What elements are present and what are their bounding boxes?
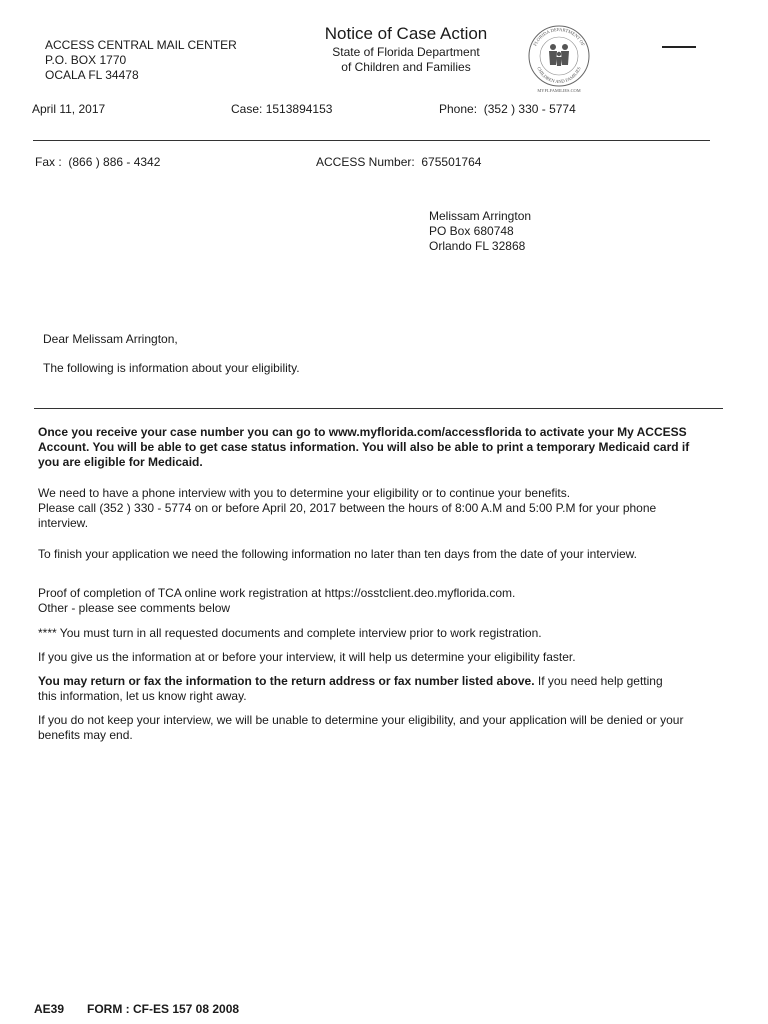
- return-rest-text: If you need help getting this information, let us know right away.: [38, 674, 663, 703]
- corner-mark: [662, 46, 696, 48]
- phone-number: (352 ) 330 - 5774: [483, 102, 576, 116]
- interview-line-1: We need to have a phone interview with you to determine your eligibility or to continue your benefits.: [38, 486, 571, 500]
- divider-top: [33, 140, 710, 141]
- access-number: 675501764: [421, 155, 482, 169]
- recipient-address-2: Orlando FL 32868: [429, 239, 526, 253]
- fax-field: [35, 155, 160, 169]
- recipient-address-1: PO Box 680748: [429, 224, 514, 238]
- page-title: Notice of Case Action: [324, 24, 488, 43]
- recipient-address: [429, 209, 531, 254]
- access-label: ACCESS Number:: [316, 155, 415, 169]
- footer-form: FORM : CF-ES 157 08 2008: [87, 1002, 240, 1016]
- intro-text: The following is information about your eligibility.: [43, 361, 300, 375]
- sender-address: [45, 38, 237, 83]
- must-notice: **** You must turn in all requested documents and complete interview prior to work registration.: [38, 626, 542, 640]
- return-bold-text: You may return or fax the information to the return address or fax number listed above.: [38, 674, 535, 688]
- interview-line-2: Please call (352 ) 330 - 5774 on or before April 20, 2017 between the hours of 8:00 A.M and 5:00 P.M for your phone interview.: [38, 501, 657, 530]
- recipient-name: Melissam Arrington: [429, 209, 532, 223]
- finish-paragraph: To finish your application we need the following information no later than ten days from the date of your interview.: [38, 547, 638, 561]
- account-notice: Once you receive your case number you can go to www.myflorida.com/accessflorida to activate your My ACCESS Account. You will be able to get case status information. You will also be able to print a temporary Medicaid card if you are eligible for Medicaid.: [38, 425, 690, 469]
- header-subtitle-2: of Children and Families: [341, 60, 471, 74]
- return-paragraph: [38, 674, 678, 704]
- case-label: Case:: [231, 102, 263, 116]
- family-figures-icon: [549, 44, 569, 66]
- header-subtitle-1: State of Florida Department: [332, 45, 480, 59]
- seal-bottom-text: CHILDREN AND FAMILIES: [536, 66, 582, 85]
- sender-line-1: ACCESS CENTRAL MAIL CENTER: [45, 38, 237, 52]
- greeting: Dear Melissam Arrington,: [43, 332, 178, 346]
- case-number: 1513894153: [265, 102, 333, 116]
- notice-header: [300, 24, 512, 75]
- sender-line-2: P.O. BOX 1770: [45, 53, 127, 67]
- fax-label: Fax :: [35, 155, 62, 169]
- interview-paragraph: [38, 486, 698, 531]
- phone-label: Phone:: [439, 102, 478, 116]
- access-number-field: [316, 155, 481, 169]
- dcf-seal-logo: [524, 22, 594, 94]
- fax-number: (866 ) 886 - 4342: [68, 155, 161, 169]
- sender-line-3: OCALA FL 34478: [45, 68, 139, 82]
- divider-middle: [34, 408, 723, 409]
- keep-paragraph: If you do not keep your interview, we will be unable to determine your eligibility, and your application will be denied or your benefits may end.: [38, 713, 684, 742]
- requested-items: [38, 586, 698, 616]
- other-item: Other - please see comments below: [38, 601, 231, 615]
- footer-code: AE39: [34, 1002, 65, 1016]
- seal-top-text: FLORIDA DEPARTMENT OF: [532, 26, 586, 47]
- phone-field: [439, 102, 576, 116]
- notice-date: April 11, 2017: [32, 102, 106, 116]
- proof-item: Proof of completion of TCA online work registration at https://osstclient.deo.myflorida.com.: [38, 586, 516, 600]
- case-number-field: [231, 102, 332, 116]
- seal-url-text: MYFLFAMILIES.COM: [537, 88, 581, 93]
- give-paragraph: If you give us the information at or before your interview, it will help us determine your eligibility faster.: [38, 650, 576, 664]
